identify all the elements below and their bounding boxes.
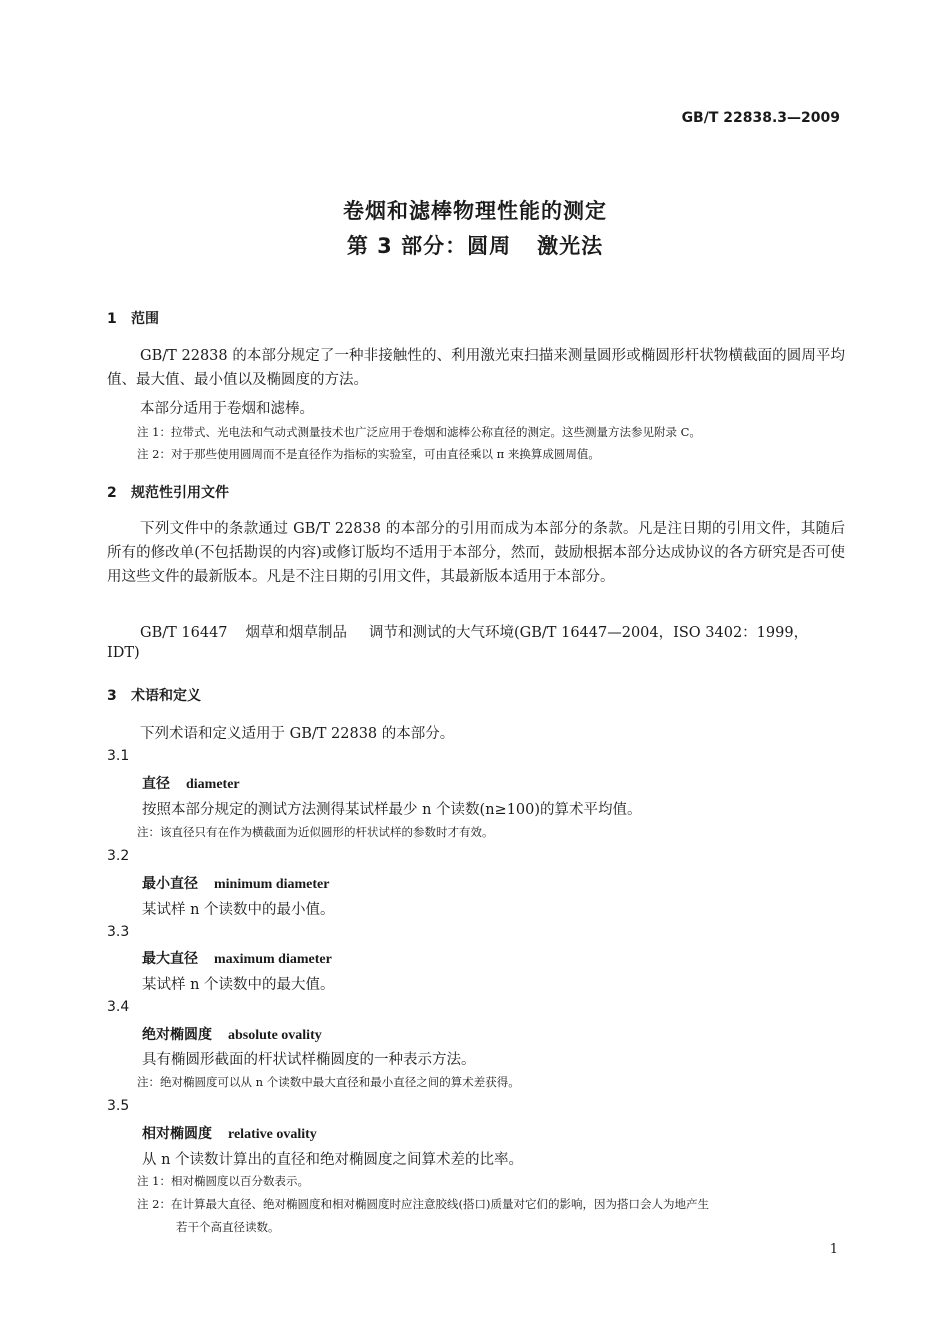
- section-1-para-1: GB/T 22838 的本部分规定了一种非接触性的、利用激光束扫描来测量圆形或椭圆形杆状物横截面的圆周平均值、最大值、最小值以及椭圆度的方法。: [107, 348, 845, 388]
- term-definition: 从 n 个读数计算出的直径和绝对椭圆度之间算术差的比率。: [142, 1152, 524, 1168]
- term-number: 3.1: [107, 748, 130, 764]
- term-note: 注：该直径只有在作为横截面为近似圆形的杆状试样的参数时才有效。: [137, 825, 494, 839]
- section-3-heading: [107, 685, 201, 705]
- term-definition: 按照本部分规定的测试方法测得某试样最少 n 个读数(n≥100)的算术平均值。: [142, 802, 642, 818]
- term-zh: 最小直径: [142, 876, 198, 892]
- term-number: 3.3: [107, 924, 130, 940]
- term-zh: 相对椭圆度: [142, 1126, 212, 1142]
- reference-title: 烟草和烟草制品: [245, 625, 348, 641]
- term-number: 3.2: [107, 848, 130, 864]
- term-en: relative ovality: [228, 1127, 317, 1142]
- term-en: minimum diameter: [214, 877, 330, 892]
- term-zh: 绝对椭圆度: [142, 1027, 212, 1043]
- term-note-1: 注 1：相对椭圆度以百分数表示。: [137, 1174, 309, 1188]
- subtitle-method: 激光法: [537, 234, 604, 258]
- term-note-2-cont: 若干个高直径读数。: [176, 1220, 280, 1234]
- subtitle-part: 第 3 部分：圆周: [346, 234, 512, 258]
- section-3-intro: 下列术语和定义适用于 GB/T 22838 的本部分。: [140, 726, 455, 742]
- term-heading: [142, 773, 240, 793]
- reference-code: GB/T 16447: [140, 625, 228, 641]
- reference-detail: 调节和测试的大气环境(GB/T 16447—2004，ISO 3402：1999，: [369, 625, 809, 641]
- section-2-heading: [107, 482, 229, 502]
- term-en: maximum diameter: [214, 952, 332, 967]
- reference-detail-cont: IDT): [107, 645, 140, 661]
- section-2-para-1: 下列文件中的条款通过 GB/T 22838 的本部分的引用而成为本部分的条款。凡是注日期的引用文件，其随后所有的修改单(不包括勘误的内容)或修订版均不适用于本部分，然而，鼓励根据本部分达成协议的各方研究是否可使用这些文件的最新版本。凡是不注日期的引用文件，其最新版本适用于本部分。: [107, 521, 845, 585]
- document-subtitle: [0, 230, 950, 260]
- term-heading: [142, 1123, 317, 1143]
- section-number: 1: [107, 311, 117, 327]
- term-definition: 具有椭圆形截面的杆状试样椭圆度的一种表示方法。: [142, 1052, 476, 1068]
- term-definition: 某试样 n 个读数中的最小值。: [142, 902, 335, 918]
- term-zh: 直径: [142, 776, 170, 792]
- term-note: 注：绝对椭圆度可以从 n 个读数中最大直径和最小直径之间的算术差获得。: [137, 1075, 520, 1089]
- term-number: 3.4: [107, 999, 130, 1015]
- section-number: 3: [107, 688, 117, 704]
- term-heading: [142, 948, 332, 968]
- term-zh: 最大直径: [142, 951, 198, 967]
- term-heading: [142, 873, 329, 893]
- section-number: 2: [107, 485, 117, 501]
- term-heading: [142, 1024, 322, 1044]
- term-en: absolute ovality: [228, 1028, 322, 1043]
- section-title: 规范性引用文件: [131, 485, 229, 501]
- section-1-note-2: 注 2：对于那些使用圆周而不是直径作为指标的实验室，可由直径乘以 π 来换算成圆周值。: [137, 447, 600, 461]
- term-en: diameter: [186, 777, 240, 792]
- section-title: 范围: [131, 311, 159, 327]
- term-note-2: 注 2：在计算最大直径、绝对椭圆度和相对椭圆度时应注意胶线(搭口)质量对它们的影响，因为搭口会人为地产生: [137, 1197, 709, 1211]
- term-definition: 某试样 n 个读数中的最大值。: [142, 977, 335, 993]
- term-number: 3.5: [107, 1098, 130, 1114]
- section-title: 术语和定义: [131, 688, 201, 704]
- document-title: 卷烟和滤棒物理性能的测定: [343, 199, 607, 223]
- section-1-note-1: 注 1：拉带式、光电法和气动式测量技术也广泛应用于卷烟和滤棒公称直径的测定。这些测量方法参见附录 C。: [137, 425, 701, 439]
- section-1-heading: [107, 308, 159, 328]
- normative-reference: [140, 621, 808, 642]
- page-number: 1: [829, 1242, 838, 1257]
- standard-code: GB/T 22838.3—2009: [681, 110, 840, 126]
- section-1-para-2: 本部分适用于卷烟和滤棒。: [140, 401, 314, 417]
